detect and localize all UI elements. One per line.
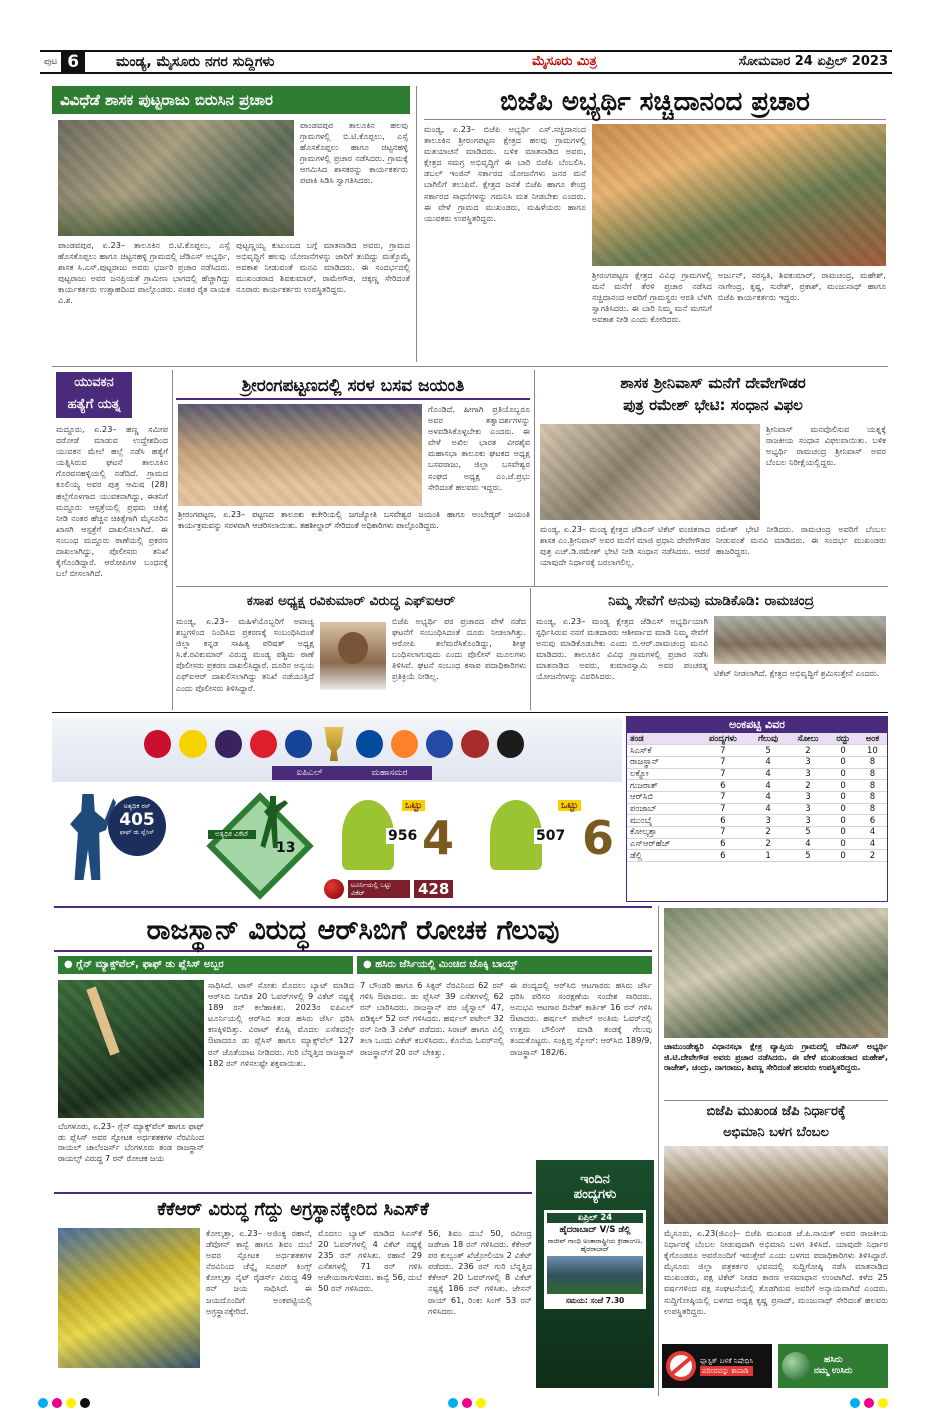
no-entry-icon [666, 1351, 696, 1381]
story-rcb-headline: ರಾಜಸ್ಥಾನ್ ವಿರುದ್ಧ ಆರ್‌ಸಿಬಿಗೆ ರೋಚಕ ಗೆಲುವು [54, 906, 652, 952]
jp-press-meet-photo [664, 1146, 888, 1224]
sixes-label: ಒಟ್ಟು [558, 800, 581, 811]
murder-attempt-body: ಮದ್ದೂರು, ಏ.23– ಹಣ್ಣ ಸಮೀಪ ದರೋಡೆ ಮಾಡುವ ಉದ್ದೇಶದಿಂದ ಯುವಕನ ಮೇಲೆ ಹಲ್ಲೆ ನಡೆಸಿ ಹತ್ಯೆಗೆ ಯತ್ನಿಸಿರುವ ಘಟನೆ ತಾಲೂಕಿನ ಗೊರವನಹಳ್ಳಿಯಲ್ಲಿ ನಡೆದಿದೆ. ಗ್ರಾಮದ ಕೂಲಿಯ್ಯ ಅವರ ಪುತ್ರ ಆಮಿಷ (28) ಹಲ್ಲೆಗೊಳಗಾದ ಯುವಕನಾಗಿದ್ದು, ಈತನಿಗೆ ಮದ್ದೂರು ಆಸ್ಪತ್ರೆಯಲ್ಲಿ ಪ್ರಥಮ ಚಿಕಿತ್ಸೆ ನೀಡಿ ನಂತರ ಹೆಚ್ಚಿನ ಚಿಕಿತ್ಸೆಗಾಗಿ ಮೈಸೂರಿನ ಖಾಸಗಿ ಆಸ್ಪತ್ರೆಗೆ ದಾಖಲಿಸಲಾಗಿದೆ. ಈ ಸಂಬಂಧ ಮದ್ದೂರು ಠಾಣೆಯಲ್ಲಿ ಪ್ರಕರಣ ದಾಖಲಾಗಿದ್ದು, ಪೊಲೀಸರು ತನಿಖೆ ಕೈಗೊಂಡಿದ್ದಾರೆ. ಆರೋಪಿಗಳ ಬಂಧನಕ್ಕೆ ಬಲೆ ಬೀಸಲಾಗಿದೆ. [56, 424, 168, 579]
registration-mark [52, 1398, 62, 1408]
sachidananda-body-2: ಶ್ರೀರಂಗಪಟ್ಟಣ ಕ್ಷೇತ್ರದ ವಿವಿಧ ಗ್ರಾಮಗಳಲ್ಲಿ ಮನೆ ಮನೆಗೆ ತೆರಳಿ ಪ್ರಚಾರ ನಡೆಸಿದ ಸಚ್ಚಿದಾನಂದ ಅವರಿಗೆ ಗ್ರಾಮಸ್ಥರು ಆರತಿ ಬೆಳಗಿ ಸ್ವಾಗತಿಸಿದರು. ಈ ಬಾರಿ ನಿಮ್ಮ ಮನೆ ಮಗನಿಗೆ ಅವಕಾಶ ನೀಡಿ ಎಂದು ಕೋರಿದರು. [592, 270, 712, 325]
value-cell: 8 [858, 791, 887, 803]
registration-mark [80, 1398, 90, 1408]
value-cell: 8 [858, 768, 887, 780]
basava-body: ಗೊಂಡಿದೆ. ಹೀಗಾಗಿ ಪ್ರತಿಯೊಬ್ಬರೂ ಅವರ ತತ್ವಾದರ್ಶಗಳನ್ನು ಅಳವಡಿಸಿಕೊಳ್ಳಬೇಕು ಎಂದರು. ಈ ವೇಳೆ ಅಖಿಲ ಭಾರತ ವೀರಶೈವ ಮಹಾಸಭಾ ತಾಲೂಕು ಘಟಕದ ಅಧ್ಯಕ್ಷ ಬಸವರಾಜು, ಜಿಲ್ಲಾ ಬಸವೇಶ್ವರ ಸಂಘದ ಅಧ್ಯಕ್ಷ ಎಂ.ಜೆ.ಪ್ರಭು ಸೇರಿದಂತೆ ಹಲವರು ಇದ್ದರು. [428, 404, 530, 492]
value-cell: 0 [828, 838, 857, 850]
team-cell: ಪಂಜಾಬ್ [627, 803, 697, 815]
sixes-value: 507 [536, 828, 566, 844]
jds-campaign-photo [664, 908, 888, 1038]
registration-mark [878, 1398, 888, 1408]
value-cell: 3 [788, 803, 829, 815]
story-ramachandra-headline: ನಿಮ್ಮ ಸೇವೆಗೆ ಅನುವು ಮಾಡಿಕೊಡಿ: ರಾಮಚಂದ್ರ [608, 593, 814, 609]
registration-mark [38, 1398, 48, 1408]
jp-headline-line1: ಬಿಜೆಪಿ ಮುಖಂಡ ಜೆಪಿ ನಿರ್ಧಾರಕ್ಕೆ [706, 1104, 846, 1119]
rcb-subhead-2-text: ಹಸಿರು ಜೆರ್ಸಿಯಲ್ಲಿ ಮಿಂಚಿದ ಚೊಕ್ಕಿ ಬಾಯ್ಸ್ [375, 959, 518, 970]
header-cell: ತಂಡ [627, 733, 697, 745]
team-cell: ಗುಜರಾತ್ [627, 780, 697, 792]
section-title: ಮಂಡ್ಯ, ಮೈಸೂರು ನಗರ ಸುದ್ದಿಗಳು [116, 54, 275, 70]
points-table [627, 733, 887, 862]
team-logo-icon [215, 730, 242, 758]
page-number: 6 [61, 52, 85, 72]
basava-jayanti-photo [178, 404, 422, 506]
value-cell: 3 [788, 815, 829, 827]
value-cell: 6 [697, 838, 748, 850]
csk-column-1: ಕೋಲ್ಕತ್ತಾ, ಏ.23– ಅಜಿಂಕ್ಯ ರಹಾನೆ, ಡೆವೋನ್ ಕಾನ್ವೆ ಹಾಗೂ ಶಿವಂ ದುಬೆ ಅವರ ಸ್ಫೋಟಕ ಅರ್ಧಶತಕಗಳ ನೆರವಿನಿಂದ ಚೆನ್ನೈ ಸೂಪರ್ ಕಿಂಗ್ಸ್ ಕೋಲ್ಕತ್ತಾ ನೈಟ್ ರೈಡರ್ಸ್ ವಿರುದ್ಧ 49 ರನ್ ಜಯ ಸಾಧಿಸಿದೆ. ಈ ಜಯದೊಂದಿಗೆ ಅಂಕಪಟ್ಟಿಯಲ್ಲಿ ಅಗ್ರಸ್ಥಾನಕ್ಕೇರಿದೆ. [206, 1228, 312, 1316]
registration-mark [448, 1398, 458, 1408]
value-cell: 3 [788, 756, 829, 768]
leaf-globe-icon [782, 1352, 810, 1380]
rcb-column-2: 7 ಬೌಂಡರಿ ಹಾಗೂ 6 ಸಿಕ್ಸರ್ ನೆರವಿನಿಂದ 62 ರನ್ ಗಳಿಸಿ ಔಟಾದರು. ಡು ಪ್ಲೆಸಿಸ್ 39 ಎಸೆತಗಳಲ್ಲಿ 62 ರನ್ ಬಾರಿಸಿದರು. ರಾಜಸ್ಥಾನ್ ಪರ ಜೈಸ್ವಾಲ್ 47, ಪಡಿಕ್ಕಲ್ 52 ರನ್ ಗಳಿಸಿದರು. ಹರ್ಷಲ್ ಪಟೇಲ್ 32 ರನ್ ನೀಡಿ 3 ವಿಕೆಟ್ ಪಡೆದರು. ಸಿರಾಜ್ ಹಾಗೂ ವಿಲ್ಲಿ ತಲಾ ಒಂದು ವಿಕೆಟ್ ಕಬಳಿಸಿದರು. ಕೊನೆಯ ಓವರ್‌ನಲ್ಲಿ ರಾಜಸ್ಥಾನ್‌ಗೆ 20 ರನ್ ಬೇಕಿತ್ತು. [360, 980, 504, 1057]
value-cell: 4 [748, 768, 787, 780]
story-jp-headline [664, 1100, 888, 1142]
fir-body-2: ಬಿಜೆಪಿ ಅಭ್ಯರ್ಥಿ ಪರ ಪ್ರಚಾರದ ವೇಳೆ ನಡೆದ ಘಟನೆಗೆ ಸಂಬಂಧಿಸಿದಂತೆ ದೂರು ನೀಡಲಾಗಿತ್ತು. ಆರೋಪಿ ತಲೆಮರೆಸಿಕೊಂಡಿದ್ದು, ಶೀಘ್ರ ಬಂಧಿಸಲಾಗುವುದು ಎಂದು ಪೊಲೀಸ್ ಮೂಲಗಳು ತಿಳಿಸಿವೆ. ಘಟನೆ ಸಂಬಂಧ ಕಸಾಪ ಪದಾಧಿಕಾರಿಗಳು ಪ್ರತಿಕ್ರಿಯೆ ನೀಡಿಲ್ಲ. [392, 616, 526, 682]
value-cell: 4 [748, 780, 787, 792]
team-cell: ಮುಂಬೈ [627, 815, 697, 827]
jds-campaign-caption: ಚಾಮುಂಡೇಶ್ವರಿ ವಿಧಾನಸಭಾ ಕ್ಷೇತ್ರ ವ್ಯಾಪ್ತಿಯ ಗ್ರಾಮದಲ್ಲಿ ಜೆಡಿಎಸ್ ಅಭ್ಯರ್ಥಿ ಜಿ.ಟಿ.ದೇವೇಗೌಡ ಅವರು ಪ್ರಚಾರ ನಡೆಸಿದರು. ಈ ವೇಳೆ ಮುಖಂಡರಾದ ಮಹೇಶ್, ರಾಜೇಶ್, ಚಂದ್ರು, ನಾಗರಾಜು, ಶಿವಣ್ಣ ಸೇರಿದಂತೆ ಹಲವರು ಉಪಸ್ಥಿತರಿದ್ದರು. [664, 1042, 888, 1072]
table-row [627, 768, 887, 780]
story-puttaraju-headline: ವಿವಿಧೆಡೆ ಶಾಸಕ ಪುಟ್ಟರಾಜು ಬಿರುಸಿನ ಪ್ರಚಾರ [52, 86, 410, 114]
team-logo-icon [285, 730, 312, 758]
csk-players-photo [58, 1228, 200, 1368]
value-cell: 3 [748, 815, 787, 827]
srinivas-body: ಮಂಡ್ಯ, ಏ.23– ಮಂಡ್ಯ ಕ್ಷೇತ್ರದ ಜೆಡಿಎಸ್ ಟಿಕೆಟ್ ವಂಚಿತರಾದ ಶಾಸಕ ಎಂ.ಶ್ರೀನಿವಾಸ್ ಅವರ ಮನೆಗೆ ಮಾಜಿ ಪ್ರಧಾನಿ ದೇವೇಗೌಡರ ಪುತ್ರ ಎಚ್.ಡಿ.ರಮೇಶ್ ಭೇಟಿ ನೀಡಿ ಸಂಧಾನ ನಡೆಸಿದರು. ಆದರೆ ಯಾವುದೇ ನಿರ್ಧಾರಕ್ಕೆ ಬರಲಾಗಲಿಲ್ಲ. [540, 524, 710, 568]
team-cell: ಸಿಎಸ್‌ಕೆ [627, 745, 697, 757]
value-cell: 2 [748, 827, 787, 839]
puttaraju-body-right: ಪುಟ್ಟಣ್ಣಯ್ಯ ಕುಟುಂಬದ ಬಗ್ಗೆ ಮಾತನಾಡಿದ ಅವರು, ಗ್ರಾಮದ ಅಭಿವೃದ್ಧಿಗೆ ಹಲವು ಯೋಜನೆಗಳನ್ನು ಜಾರಿಗೆ ತಂದಿದ್ದು ಮತ್ತೊಮ್ಮೆ ಅವಕಾಶ ನೀಡುವಂತೆ ಮನವಿ ಮಾಡಿದರು. ಈ ಸಂದರ್ಭದಲ್ಲಿ ಮುಖಂಡರಾದ ಶಿವಕುಮಾರ್, ರಾಮೇಗೌಡ, ಚಿಕ್ಕಣ್ಣ ಸೇರಿದಂತೆ ನೂರಾರು ಕಾರ್ಯಕರ್ತರು ಉಪಸ್ಥಿತರಿದ್ದರು. [236, 240, 410, 295]
value-cell: 7 [697, 768, 748, 780]
sachidananda-body-3: ಅರ್ಜುನ್, ಸರಸ್ವತಿ, ಶಿವಕುಮಾರ್, ರಾಮಚಂದ್ರ, ಮಹೇಶ್, ನಾಗೇಂದ್ರ, ಕೃಷ್ಣ, ಸುರೇಶ್, ಪ್ರಕಾಶ್, ಮಂಜುನಾಥ್ ಹಾಗೂ ಬಿಜೆಪಿ ಕಾರ್ಯಕರ್ತರು ಇದ್ದರು. [718, 270, 886, 303]
fours-stat [342, 800, 462, 874]
table-row [627, 815, 887, 827]
ramachandra-rally-photo [714, 616, 886, 664]
registration-mark [462, 1398, 472, 1408]
top-wickets-label: ಅತ್ಯಧಿಕ ವಿಕೆಟ್ [208, 830, 256, 839]
top-runs-value: 405 [119, 810, 155, 830]
sixes-big-number: 6 [582, 811, 615, 865]
team-logo-icon [144, 730, 171, 758]
upcoming-match: ಹೈದರಾಬಾದ್ V/S ಡೆಲ್ಲಿ [559, 1225, 631, 1235]
team-cell: ಆರ್‌ಸಿಬಿ [627, 791, 697, 803]
upcoming-match-panel [536, 1160, 654, 1388]
cricket-ball-icon [324, 879, 344, 899]
srinivas-headline-line2: ಪುತ್ರ ರಮೇಶ್ ಭೇಟಿ: ಸಂಧಾನ ವಿಫಲ [623, 396, 803, 414]
value-cell: 8 [858, 780, 887, 792]
total-wickets-stat [324, 878, 464, 900]
ipl-banner-strip [272, 766, 432, 780]
green-ad-line1: ಹಸಿರು [824, 1355, 843, 1365]
value-cell: 3 [788, 768, 829, 780]
stadium-image [547, 1256, 643, 1294]
upcoming-time: ಸಮಯ: ಸಂಜೆ 7.30 [565, 1296, 625, 1305]
value-cell: 8 [858, 803, 887, 815]
team-logo-icon [356, 730, 383, 758]
murder-attempt-headline-line2: ಹತ್ಯೆಗೆ ಯತ್ನ [67, 397, 121, 412]
table-row [627, 838, 887, 850]
value-cell: 10 [858, 745, 887, 757]
registration-mark [864, 1398, 874, 1408]
puttaraju-campaign-photo [58, 120, 294, 236]
bowler-diamond [208, 794, 312, 898]
rcb-subheads [58, 956, 652, 974]
value-cell: 7 [697, 745, 748, 757]
value-cell: 4 [748, 756, 787, 768]
no-plastic-line2: ಪರಿಸರವನ್ನು ಕಾಪಾಡಿ [700, 1366, 753, 1376]
points-table-title: ಅಂಕಪಟ್ಟಿ ವಿವರ [627, 717, 887, 733]
csk-column-2: ಮೊದಲು ಬ್ಯಾಟ್ ಮಾಡಿದ ಸಿಎಸ್‌ಕೆ 20 ಓವರ್‌ಗಳಲ್ಲಿ 4 ವಿಕೆಟ್ ನಷ್ಟಕ್ಕೆ 235 ರನ್ ಗಳಿಸಿತು. ರಹಾನೆ 29 ಎಸೆತಗಳಲ್ಲಿ 71 ರನ್ ಗಳಿಸಿ ಅಜೇಯರಾಗುಳಿದರು. ಕಾನ್ವೆ 56, ದುಬೆ 50 ರನ್ ಗಳಿಸಿದರು. [318, 1228, 422, 1294]
rcb-subhead-2: ● ಹಸಿರು ಜೆರ್ಸಿಯಲ್ಲಿ ಮಿಂಚಿದ ಚೊಕ್ಕಿ ಬಾಯ್ಸ್ [357, 956, 652, 974]
value-cell: 2 [858, 850, 887, 862]
team-cell: ಎಸ್‌ಆರ್‌ಹೆಚ್ [627, 838, 697, 850]
value-cell: 6 [697, 850, 748, 862]
value-cell: 4 [858, 827, 887, 839]
sachidananda-body: ಮಂಡ್ಯ, ಏ.23– ಬಿಜೆಪಿ ಅಭ್ಯರ್ಥಿ ಎಸ್.ಸಚ್ಚಿದಾನಂದ ತಾಲೂಕಿನ ಶ್ರೀರಂಗಪಟ್ಟಣ ಕ್ಷೇತ್ರದ ಹಲವು ಗ್ರಾಮಗಳಲ್ಲಿ ಮತಯಾಚನೆ ಮಾಡಿದರು. ಬಳಿಕ ಮಾತನಾಡಿದ ಅವರು, ಕ್ಷೇತ್ರದ ಸಮಗ್ರ ಅಭಿವೃದ್ಧಿಗೆ ಈ ಬಾರಿ ಬಿಜೆಪಿ ಬೆಂಬಲಿಸಿ. ಡಬಲ್ ಇಂಜಿನ್ ಸರ್ಕಾರದ ಯೋಜನೆಗಳು ಜನರ ಮನೆ ಬಾಗಿಲಿಗೆ ತಲುಪಿವೆ. ಕ್ಷೇತ್ರದ ಜನತೆ ಬಿಜೆಪಿ ಹಾಗೂ ಕೇಂದ್ರ ಸರ್ಕಾರದ ಸಾಧನೆಗಳನ್ನು ಗಮನಿಸಿ ಮತ ನೀಡಬೇಕು ಎಂದರು. ಈ ವೇಳೆ ಗ್ರಾಮದ ಮುಖಂಡರು, ಮಹಿಳೆಯರು ಹಾಗೂ ಯುವಕರು ಉಪಸ್ಥಿತರಿದ್ದರು. [424, 124, 586, 223]
upcoming-venue: ರಾಜೀವ್ ಗಾಂಧಿ ಅಂತಾರಾಷ್ಟ್ರೀಯ ಕ್ರೀಡಾಂಗಣ, ಹೈದರಾಬಾದ್ [547, 1237, 643, 1253]
masthead: ಮೈಸೂರು ಮಿತ್ರ [532, 54, 597, 69]
value-cell: 2 [748, 838, 787, 850]
fours-big-number: 4 [422, 811, 455, 865]
page-number-box [40, 52, 112, 72]
team-logo-icon [461, 730, 488, 758]
rcb-column-1: ಸಾಧಿಸಿದೆ. ಟಾಸ್ ಸೋತು ಮೊದಲು ಬ್ಯಾಟ್ ಮಾಡಿದ ಆರ್‌ಸಿಬಿ ನಿಗದಿತ 20 ಓವರ್‌ಗಳಲ್ಲಿ 9 ವಿಕೆಟ್ ನಷ್ಟಕ್ಕೆ 189 ರನ್ ಕಲೆಹಾಕಿತು. 2023ರ ಐಪಿಎಲ್ ಟೂರ್ನಿಯಲ್ಲಿ ಆರ್‌ಸಿಬಿ ತಂಡ ಹಸಿರು ಜೆರ್ಸಿ ಧರಿಸಿ ಕಣಕ್ಕಿಳಿದಿತ್ತು. ವಿರಾಟ್ ಕೊಹ್ಲಿ ಮೊದಲ ಎಸೆತದಲ್ಲೇ ಔಟಾದರೂ ಡು ಪ್ಲೆಸಿಸ್ ಹಾಗೂ ಮ್ಯಾಕ್ಸ್‌ವೆಲ್ 127 ರನ್ ಜೊತೆಯಾಟ ನೀಡಿದರು. ಗುರಿ ಬೆನ್ನತ್ತಿದ ರಾಜಸ್ಥಾನ್ 182 ರನ್ ಗಳಿಸಲಷ್ಟೇ ಶಕ್ತವಾಯಿತು. [208, 980, 354, 1068]
top-runs-player: ಫಾಫ್ ಡು ಪ್ಲೆಸಿಸ್ [119, 829, 155, 836]
issue-date: ಸೋಮವಾರ 24 ಏಪ್ರಿಲ್ 2023 [738, 54, 888, 69]
fir-body: ಮಂಡ್ಯ, ಏ.23– ಮಹಿಳೆಯೊಬ್ಬರಿಗೆ ಅವಾಚ್ಯ ಶಬ್ದಗಳಿಂದ ನಿಂದಿಸಿದ ಪ್ರಕರಣಕ್ಕೆ ಸಂಬಂಧಿಸಿದಂತೆ ಜಿಲ್ಲಾ ಕನ್ನಡ ಸಾಹಿತ್ಯ ಪರಿಷತ್ ಅಧ್ಯಕ್ಷ ಸಿ.ಕೆ.ರವಿಕುಮಾರ್ ವಿರುದ್ಧ ಮಂಡ್ಯ ಪಶ್ಚಿಮ ಠಾಣೆ ಪೊಲೀಸರು ಪ್ರಕರಣ ದಾಖಲಿಸಿದ್ದಾರೆ. ದೂರಿನ ಅನ್ವಯ ಎಫ್‌ಐಆರ್ ದಾಖಲಿಸಲಾಗಿದ್ದು ತನಿಖೆ ನಡೆಯುತ್ತಿದೆ ಎಂದು ಪೊಲೀಸರು ತಿಳಿಸಿದ್ದಾರೆ. [176, 616, 314, 693]
team-logos-strip [144, 726, 524, 762]
registration-mark [850, 1398, 860, 1408]
puttaraju-body-left: ಪಾಂಡವಪುರ, ಏ.23– ತಾಲೂಕಿನ ಬಿ.ಟಿ.ಕೊಪ್ಪಲು, ಎಸ್ಸೆ ಹೊಸಕೊಪ್ಪಲು ಹಾಗೂ ಚಿಟ್ಟನಹಳ್ಳಿ ಗ್ರಾಮದಲ್ಲಿ ಜೆಡಿಎಸ್ ಅಭ್ಯರ್ಥಿ, ಶಾಸಕ ಸಿ.ಎಸ್.ಪುಟ್ಟರಾಜು ಅವರು ಭರ್ಜರಿ ಪ್ರಚಾರ ನಡೆಸಿದರು. ಪುಟ್ಟರಾಜು ಅವರ ಜನಪ್ರಿಯತೆ ಗ್ರಾಮೀಣ ಭಾಗದಲ್ಲಿ ಹೆಚ್ಚಾಗಿದ್ದು ಕಾರ್ಯಕರ್ತರು ಉತ್ಸಾಹದಿಂದ ಪಾಲ್ಗೊಂಡರು. ನಂತರ ರೈತ ನಾಯಕ ವಿ.ಶ. [58, 240, 230, 306]
header-cell: ಅಂಕ [858, 733, 887, 745]
value-cell: 0 [828, 745, 857, 757]
team-cell: ಕೋಲ್ಕತ್ತಾ [627, 827, 697, 839]
team-cell: ಲಕ್ನೋ [627, 768, 697, 780]
value-cell: 7 [697, 791, 748, 803]
ipl-banner [52, 718, 622, 782]
murder-attempt-headline-line1: ಯುವಕನ [74, 375, 114, 390]
team-logo-icon [250, 730, 277, 758]
value-cell: 4 [858, 838, 887, 850]
fours-value: 956 [388, 828, 418, 844]
ipl-stats-infographic [52, 786, 622, 904]
rcb-players-photo [58, 980, 204, 1118]
puttaraju-side-text: ಪಾಂಡವಪುರ ತಾಲೂಕಿನ ಹಲವು ಗ್ರಾಮಗಳಲ್ಲಿ ಬಿ.ಟಿ.ಕೊಪ್ಪಲು, ಎಸ್ಸೆ ಹೊಸಕೊಪ್ಪಲು ಹಾಗೂ ಚಿಟ್ಟನಹಳ್ಳಿ ಗ್ರಾಮಗಳಲ್ಲಿ ಪ್ರಚಾರ ನಡೆಸಿದರು. ಗ್ರಾಮಕ್ಕೆ ಆಗಮಿಸಿದ ಶಾಸಕರನ್ನು ಕಾರ್ಯಕರ್ತರು ಪಟಾಕಿ ಸಿಡಿಸಿ ಸ್ವಾಗತಿಸಿದರು. [300, 120, 408, 186]
value-cell: 2 [788, 780, 829, 792]
team-logo-icon [179, 730, 206, 758]
story-basava-headline: ಶ್ರೀರಂಗಪಟ್ಟಣದಲ್ಲಿ ಸರಳ ಬಸವ ಜಯಂತಿ [176, 372, 530, 400]
value-cell: 4 [748, 803, 787, 815]
story-srinivas-headline [540, 372, 886, 418]
upcoming-title-line1: ಇಂದಿನ [580, 1172, 610, 1187]
upcoming-date: ಏಪ್ರಿಲ್ 24 [547, 1213, 643, 1223]
story-sachidananda-headline: ಬಿಜೆಪಿ ಅಭ್ಯರ್ಥಿ ಸಚ್ಚಿದಾನಂದ ಪ್ರಚಾರ [424, 84, 886, 120]
value-cell: 0 [828, 780, 857, 792]
header-cell: ಸೋಲು [788, 733, 829, 745]
top-runs-label: ಅತ್ಯಧಿಕ ರನ್ [123, 802, 151, 810]
sixes-stat [490, 800, 614, 874]
rcb-subhead-1: ● ಗ್ಲೆನ್ ಮ್ಯಾಕ್ಸ್‌ವೆಲ್, ಫಾಫ್ ಡು ಪ್ಲೆಸಿಸ್ ಅಬ್ಬರ [58, 956, 353, 974]
table-row [627, 850, 887, 862]
story-fir-headline: ಕಸಾಪ ಅಧ್ಯಕ್ಷ ರವಿಕುಮಾರ್ ವಿರುದ್ಧ ಎಫ್‌ಐಆರ್ [246, 593, 456, 609]
header-cell: ಗೆಲುವು [748, 733, 787, 745]
header-cell: ಪಂದ್ಯಗಳು [697, 733, 748, 745]
table-row [627, 780, 887, 792]
team-logo-icon [391, 730, 418, 758]
table-row [627, 827, 887, 839]
value-cell: 0 [828, 815, 857, 827]
team-cell: ಡೆಲ್ಲಿ [627, 850, 697, 862]
value-cell: 8 [858, 756, 887, 768]
page-label: ಪುಟ [44, 57, 58, 67]
value-cell: 6 [858, 815, 887, 827]
sachidananda-campaign-photo [592, 124, 886, 266]
value-cell: 7 [697, 827, 748, 839]
jp-headline-line2: ಅಭಿಮಾನಿ ಬಳಗ ಬೆಂಬಲ [723, 1125, 829, 1140]
story-murder-attempt-headline [56, 372, 132, 418]
value-cell: 0 [828, 791, 857, 803]
header-cell: ರದ್ದು [828, 733, 857, 745]
top-wickets-value: 13 [276, 840, 296, 856]
value-cell: 7 [697, 756, 748, 768]
ramachandra-body-2: ಟಿಕೆಟ್ ನೀಡಲಾಗಿದೆ. ಕ್ಷೇತ್ರದ ಅಭಿವೃದ್ಧಿಗೆ ಶ್ರಮಿಸುತ್ತೇನೆ ಎಂದರು. [714, 668, 880, 678]
no-plastic-ad [662, 1344, 772, 1388]
ramachandra-body: ಮಂಡ್ಯ, ಏ.23– ಮಂಡ್ಯ ಕ್ಷೇತ್ರದ ಜೆಡಿಎಸ್ ಅಭ್ಯರ್ಥಿಯಾಗಿ ಸ್ಪರ್ಧಿಸಿರುವ ನನಗೆ ಮತದಾರರು ಆಶೀರ್ವಾದ ಮಾಡಿ ನಿಮ್ಮ ಸೇವೆಗೆ ಅನುವು ಮಾಡಿಕೊಡಬೇಕು ಎಂದು ಬಿ.ಆರ್.ರಾಮಚಂದ್ರ ಮನವಿ ಮಾಡಿದರು. ತಾಲೂಕಿನ ವಿವಿಧ ಗ್ರಾಮಗಳಲ್ಲಿ ಪ್ರಚಾರ ನಡೆಸಿ ಮಾತನಾಡಿದ ಅವರು, ಕುಮಾರಸ್ವಾಮಿ ಅವರ ಪಂಚರತ್ನ ಯೋಜನೆಗಳನ್ನು ವಿವರಿಸಿದರು. [536, 616, 708, 682]
rcb-column-3: ಈ ಪಂದ್ಯದಲ್ಲಿ ಆರ್‌ಸಿಬಿ ಆಟಗಾರರು ಹಸಿರು ಜೆರ್ಸಿ ಧರಿಸಿ ಪರಿಸರ ಸಂರಕ್ಷಣೆಯ ಸಂದೇಶ ಸಾರಿದರು. ಅನುಭವಿ ಆಟಗಾರ ದಿನೇಶ್ ಕಾರ್ತಿಕ್ 16 ರನ್ ಗಳಿಸಿ ಔಟಾದರು. ಹರ್ಷಲ್ ಪಟೇಲ್ ಅಂತಿಮ ಓವರ್‌ನಲ್ಲಿ ಉತ್ತಮ ಬೌಲಿಂಗ್ ಮಾಡಿ ತಂಡಕ್ಕೆ ಗೆಲುವು ತಂದುಕೊಟ್ಟರು. ಸಂಕ್ಷಿಪ್ತ ಸ್ಕೋರ್: ಆರ್‌ಸಿಬಿ 189/9, ರಾಜಸ್ಥಾನ್ 182/6. [510, 980, 652, 1057]
ipl-banner-right: ಮಹಾಸಮರ [371, 768, 408, 778]
value-cell: 3 [788, 791, 829, 803]
top-runs-badge [108, 796, 166, 856]
team-logo-icon [426, 730, 453, 758]
registration-mark [66, 1398, 76, 1408]
upcoming-card [544, 1210, 646, 1309]
total-wickets-value: 428 [414, 880, 453, 898]
csk-column-3: 56, ಶಿವಂ ದುಬೆ 50, ರವೀಂದ್ರ ಜಡೇಜಾ 18 ರನ್ ಗಳಿಸಿದರು. ಕೆಕೆಆರ್ ಪರ ಕುಲ್ವಂತ್ ಖೆಜ್ರೋಲಿಯಾ 2 ವಿಕೆಟ್ ಪಡೆದರು. 236 ರನ್ ಗುರಿ ಬೆನ್ನತ್ತಿದ ಕೆಕೆಆರ್ 20 ಓವರ್‌ಗಳಲ್ಲಿ 8 ವಿಕೆಟ್ ನಷ್ಟಕ್ಕೆ 186 ರನ್ ಗಳಿಸಿತು. ಜೇಸನ್ ರಾಯ್ 61, ರಿಂಕು ಸಿಂಗ್ 53 ರನ್ ಗಳಿಸಿದರು. [428, 1228, 532, 1316]
value-cell: 2 [788, 745, 829, 757]
table-row [627, 803, 887, 815]
no-plastic-line1: ಪ್ಲಾಸ್ಟಿಕ್ ಬಳಕೆ ನಿಷೇಧಿಸಿ [700, 1357, 754, 1365]
value-cell: 0 [828, 803, 857, 815]
basava-caption: ಶ್ರೀರಂಗಪಟ್ಟಣ, ಏ.23– ಪಟ್ಟಣದ ತಾಲೂಕು ಕಚೇರಿಯಲ್ಲಿ ಜಗಜ್ಯೋತಿ ಬಸವೇಶ್ವರ ಜಯಂತಿ ಹಾಗೂ ಅಂಬೇಡ್ಕರ್ ಜಯಂತಿ ಕಾರ್ಯಕ್ರಮವನ್ನು ಸರಳವಾಗಿ ಆಚರಿಸಲಾಯಿತು. ತಹಶೀಲ್ದಾರ್ ಸೇರಿದಂತೆ ಅಧಿಕಾರಿಗಳು ಪಾಲ್ಗೊಂಡಿದ್ದರು. [178, 510, 530, 530]
value-cell: 6 [697, 780, 748, 792]
srinivas-side-text: ಶ್ರೀನಿವಾಸ್ ಮನವೊಲಿಸುವ ಯತ್ನಕ್ಕೆ ರಾಜಕೀಯ ಸಂಧಾನ ವಿಫಲವಾಯಿತು. ಬಳಿಕ ಅಭ್ಯರ್ಥಿ ರಾಮಚಂದ್ರ ಶ್ರೀನಿವಾಸ್ ಅವರ ಬೆಂಬಲ ನಿರೀಕ್ಷೆಯಲ್ಲಿದ್ದರು. [766, 424, 886, 468]
rcb-subhead-1-text: ಗ್ಲೆನ್ ಮ್ಯಾಕ್ಸ್‌ವೆಲ್, ಫಾಫ್ ಡು ಪ್ಲೆಸಿಸ್ ಅಬ್ಬರ [76, 959, 224, 970]
value-cell: 0 [828, 756, 857, 768]
page-header [40, 50, 892, 74]
value-cell: 4 [748, 791, 787, 803]
points-table-header [627, 733, 887, 745]
value-cell: 5 [748, 745, 787, 757]
value-cell: 6 [697, 815, 748, 827]
rcb-caption: ಬೆಂಗಳೂರು, ಏ.23– ಗ್ಲೆನ್ ಮ್ಯಾಕ್ಸ್‌ವೆಲ್ ಹಾಗೂ ಫಾಫ್ ಡು ಪ್ಲೆಸಿಸ್ ಅವರ ಸ್ಫೋಟಕ ಅರ್ಧಶತಕಗಳ ನೆರವಿನಿಂದ ರಾಯಲ್ ಚಾಲೆಂಜರ್ಸ್ ಬೆಂಗಳೂರು ತಂಡ ರಾಜಸ್ಥಾನ್ ರಾಯಲ್ಸ್ ವಿರುದ್ಧ 7 ರನ್ ರೋಚಕ ಜಯ [58, 1122, 204, 1163]
value-cell: 7 [697, 803, 748, 815]
total-wickets-label: ಟೂರ್ನಿಯಲ್ಲಿ ಒಟ್ಟು ವಿಕೆಟ್ [348, 880, 410, 898]
value-cell: 5 [788, 850, 829, 862]
value-cell: 4 [788, 838, 829, 850]
team-logo-icon [497, 730, 524, 758]
fours-label: ಒಟ್ಟು [402, 800, 425, 811]
value-cell: 0 [828, 768, 857, 780]
table-row [627, 756, 887, 768]
srinivas-headline-line1: ಶಾಸಕ ಶ್ರೀನಿವಾಸ್ ಮನೆಗೆ ದೇವೇಗೌಡರ [620, 374, 806, 392]
ravikumar-portrait [320, 622, 386, 690]
ipl-banner-left: ಐಪಿಎಲ್ [296, 768, 323, 778]
table-row [627, 791, 887, 803]
upcoming-title-line2: ಪಂದ್ಯಗಳು [573, 1187, 617, 1202]
value-cell: 0 [828, 850, 857, 862]
value-cell: 0 [828, 827, 857, 839]
srinivas-body-2: ರಮೇಶ್ ಭೇಟಿ ನೀಡಿದರು. ರಾಮಚಂದ್ರ ಅವರಿಗೆ ಬೆಂಬಲ ನೀಡುವಂತೆ ಮನವಿ ಮಾಡಿದರು. ಈ ಸಂದರ್ಭ ಮುಖಂಡರು ಹಾಜರಿದ್ದರು. [716, 524, 886, 557]
green-breath-ad [778, 1344, 888, 1388]
trophy-icon [320, 727, 347, 761]
jp-body: ಮೈಸೂರು, ಏ.23(ಜಿಎಂ)– ಬಿಜೆಪಿ ಮುಖಂಡ ಜೆ.ಪಿ.ನಾಯಕ್ ಅವರ ರಾಜಕೀಯ ನಿರ್ಧಾರಕ್ಕೆ ಬೆಂಬಲ ನೀಡುವುದಾಗಿ ಅಭಿಮಾನಿ ಬಳಗ ತಿಳಿಸಿದೆ. ಯಾವುದೇ ನಿರ್ಧಾರ ಕೈಗೊಂಡರೂ ಅವರೊಂದಿಗೆ ಇರುತ್ತೇವೆ ಎಂದು ಬಳಗದ ಪದಾಧಿಕಾರಿಗಳು ತಿಳಿಸಿದ್ದಾರೆ. ಮೈಸೂರು ಜಿಲ್ಲಾ ಪತ್ರಕರ್ತರ ಭವನದಲ್ಲಿ ಸುದ್ದಿಗೋಷ್ಠಿ ನಡೆಸಿ ಮಾತನಾಡಿದ ಮುಖಂಡರು, ಪಕ್ಷ ಟಿಕೆಟ್ ನೀಡದ ಕಾರಣ ಅಸಮಾಧಾನ ಉಂಟಾಗಿದೆ. ಕಳೆದ 25 ವರ್ಷಗಳಿಂದ ಪಕ್ಷ ಸಂಘಟನೆಯಲ್ಲಿ ತೊಡಗಿರುವ ಅವರಿಗೆ ಅನ್ಯಾಯವಾಗಿದೆ ಎಂದರು. ಸುದ್ದಿಗೋಷ್ಠಿಯಲ್ಲಿ ಬಳಗದ ಅಧ್ಯಕ್ಷ ಕೃಷ್ಣ ಪ್ರಸಾದ್, ಮಂಜುನಾಥ್ ಸೇರಿದಂತೆ ಹಲವರು ಉಪಸ್ಥಿತರಿದ್ದರು. [664, 1228, 888, 1316]
green-ad-line2: ನಮ್ಮ ಉಸಿರು [814, 1366, 853, 1376]
table-row [627, 745, 887, 757]
team-cell: ರಾಜಸ್ಥಾನ್ [627, 756, 697, 768]
story-csk-headline: ಕೆಕೆಆರ್ ವಿರುದ್ಧ ಗೆದ್ದು ಅಗ್ರಸ್ಥಾನಕ್ಕೇರಿದ ಸಿಎಸ್‌ಕೆ [54, 1192, 532, 1224]
points-table-panel [626, 716, 888, 902]
srinivas-meeting-photo [540, 424, 760, 520]
registration-mark [476, 1398, 486, 1408]
value-cell: 1 [748, 850, 787, 862]
value-cell: 5 [788, 827, 829, 839]
